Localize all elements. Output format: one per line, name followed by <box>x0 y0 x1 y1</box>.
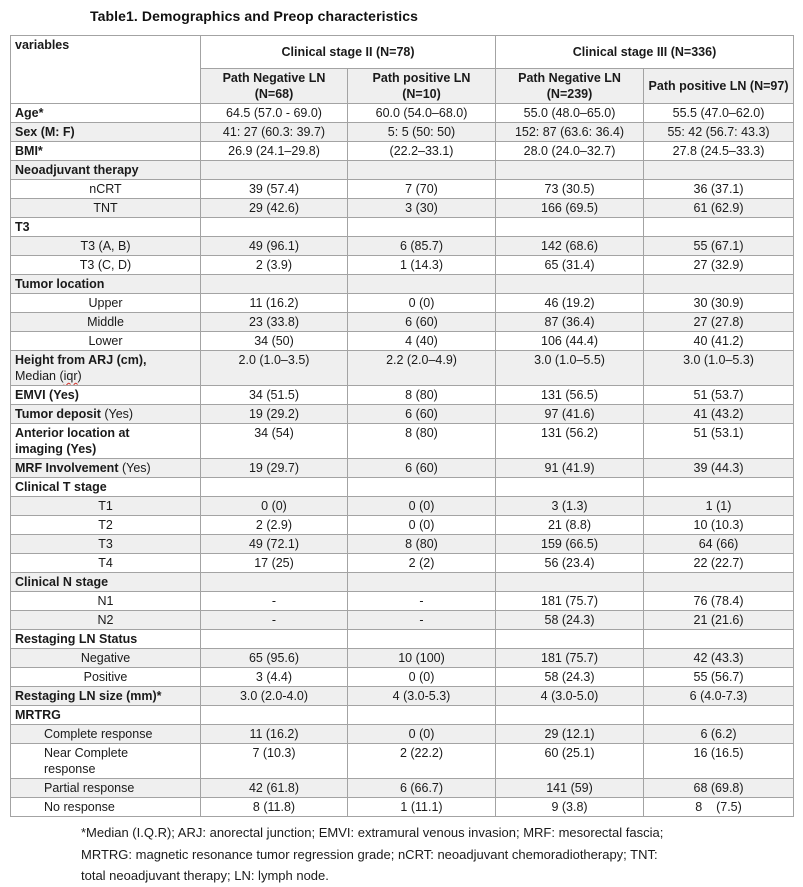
table-row <box>11 332 794 351</box>
table-row <box>11 798 794 817</box>
row-label-text: Tumor deposit <box>15 407 101 421</box>
value-cell: 21 (8.8) <box>496 516 644 535</box>
row-label-text: Sex (M: F) <box>15 125 75 139</box>
footnote-line-2: MRTRG: magnetic resonance tumor regression grade; nCRT: neoadjuvant chemoradiotherapy; TNT: <box>81 846 658 862</box>
row-label <box>11 161 201 180</box>
row-label <box>11 744 201 779</box>
value-cell: 65 (31.4) <box>496 256 644 275</box>
value-cell: 29 (12.1) <box>496 725 644 744</box>
value-cell: - <box>201 611 348 630</box>
row-label-text: Restaging LN size (mm)* <box>15 689 162 703</box>
value-cell: 8 (80) <box>348 424 496 459</box>
value-cell: 41: 27 (60.3: 39.7) <box>201 123 348 142</box>
row-label <box>11 516 201 535</box>
row-label-text: T3 (C, D) <box>79 258 132 272</box>
row-label-text: Clinical T stage <box>15 480 107 494</box>
value-cell: 49 (72.1) <box>201 535 348 554</box>
table-row <box>11 180 794 199</box>
value-cell: 60.0 (54.0–68.0) <box>348 104 496 123</box>
row-label <box>11 573 201 592</box>
value-cell: 0 (0) <box>201 497 348 516</box>
row-label <box>11 668 201 687</box>
row-label-text: MRF Involvement <box>15 461 119 475</box>
row-label-text: Median ( <box>15 369 64 383</box>
value-cell: 6 (4.0-7.3) <box>644 687 794 706</box>
row-label-text: Age* <box>15 106 44 120</box>
value-cell: 49 (96.1) <box>201 237 348 256</box>
row-label <box>11 313 201 332</box>
row-label-text: (Yes) <box>118 461 151 475</box>
header-group-row <box>11 36 794 69</box>
value-cell: 8 (7.5) <box>644 798 794 817</box>
row-label <box>11 630 201 649</box>
value-cell: 0 (0) <box>348 668 496 687</box>
row-label-text: imaging (Yes) <box>15 442 97 456</box>
row-label <box>11 351 201 386</box>
value-cell: 19 (29.2) <box>201 405 348 424</box>
value-cell: 2 (22.2) <box>348 744 496 779</box>
value-cell <box>496 161 644 180</box>
table-row <box>11 142 794 161</box>
value-cell: 30 (30.9) <box>644 294 794 313</box>
row-label-text: T3 <box>15 220 30 234</box>
value-cell: - <box>348 592 496 611</box>
value-cell: 64.5 (57.0 - 69.0) <box>201 104 348 123</box>
value-cell: 28.0 (24.0–32.7) <box>496 142 644 161</box>
row-label-text: N1 <box>97 594 114 608</box>
value-cell: 106 (44.4) <box>496 332 644 351</box>
value-cell: 16 (16.5) <box>644 744 794 779</box>
value-cell: 10 (100) <box>348 649 496 668</box>
row-label-text: Middle <box>87 315 124 329</box>
value-cell: 3 (4.4) <box>201 668 348 687</box>
row-label <box>11 275 201 294</box>
row-label-text: MRTRG <box>15 708 61 722</box>
footnote-line-3: total neoadjuvant therapy; LN: lymph node. <box>81 868 329 883</box>
value-cell: 56 (23.4) <box>496 554 644 573</box>
value-cell: 34 (51.5) <box>201 386 348 405</box>
row-label <box>11 142 201 161</box>
value-cell: 5: 5 (50: 50) <box>348 123 496 142</box>
table-row <box>11 535 794 554</box>
row-label <box>11 779 201 798</box>
value-cell: 55.5 (47.0–62.0) <box>644 104 794 123</box>
value-cell <box>201 573 348 592</box>
value-cell: 6 (60) <box>348 313 496 332</box>
value-cell: 40 (41.2) <box>644 332 794 351</box>
column-header-path-negative-ln-n68: Path Negative LN (N=68) <box>201 69 348 104</box>
value-cell: 2 (3.9) <box>201 256 348 275</box>
row-label <box>11 554 201 573</box>
value-cell: 3 (1.3) <box>496 497 644 516</box>
column-header-path-negative-ln-n239: Path Negative LN (N=239) <box>496 69 644 104</box>
document-page <box>0 8 803 883</box>
value-cell: 55: 42 (56.7: 43.3) <box>644 123 794 142</box>
value-cell <box>201 218 348 237</box>
value-cell: 60 (25.1) <box>496 744 644 779</box>
table-row <box>11 256 794 275</box>
value-cell: 42 (61.8) <box>201 779 348 798</box>
value-cell: 8 (11.8) <box>201 798 348 817</box>
value-cell: 51 (53.7) <box>644 386 794 405</box>
value-cell: 55 (56.7) <box>644 668 794 687</box>
table-row <box>11 516 794 535</box>
value-cell: 34 (50) <box>201 332 348 351</box>
value-cell: 131 (56.2) <box>496 424 644 459</box>
value-cell: 6 (60) <box>348 459 496 478</box>
value-cell <box>496 478 644 497</box>
value-cell: 0 (0) <box>348 294 496 313</box>
value-cell <box>348 573 496 592</box>
value-cell: 87 (36.4) <box>496 313 644 332</box>
table-row <box>11 687 794 706</box>
value-cell: 142 (68.6) <box>496 237 644 256</box>
value-cell: 3.0 (2.0-4.0) <box>201 687 348 706</box>
row-label-text: Height from ARJ (cm), <box>15 353 147 367</box>
value-cell: 36 (37.1) <box>644 180 794 199</box>
value-cell <box>348 218 496 237</box>
value-cell <box>348 706 496 725</box>
value-cell <box>201 478 348 497</box>
row-label <box>11 332 201 351</box>
column-header-path-positive-ln-n10: Path positive LN (N=10) <box>348 69 496 104</box>
table-row <box>11 104 794 123</box>
table-row <box>11 725 794 744</box>
value-cell: 6 (85.7) <box>348 237 496 256</box>
row-label <box>11 104 201 123</box>
value-cell: 42 (43.3) <box>644 649 794 668</box>
row-label-text: TNT <box>93 201 118 215</box>
table-row <box>11 294 794 313</box>
row-label-text: Anterior location at <box>15 426 130 440</box>
value-cell: 4 (3.0-5.3) <box>348 687 496 706</box>
row-label <box>11 180 201 199</box>
row-label-text: T1 <box>98 499 113 513</box>
value-cell: 8 (80) <box>348 386 496 405</box>
table-row <box>11 744 794 779</box>
row-label-text: N2 <box>97 613 114 627</box>
row-label <box>11 497 201 516</box>
value-cell: 55 (67.1) <box>644 237 794 256</box>
value-cell: 6 (60) <box>348 405 496 424</box>
row-label-text: Partial response <box>44 781 135 795</box>
value-cell <box>644 478 794 497</box>
value-cell: 27.8 (24.5–33.3) <box>644 142 794 161</box>
value-cell: 73 (30.5) <box>496 180 644 199</box>
value-cell <box>644 706 794 725</box>
row-label-text: T2 <box>98 518 113 532</box>
value-cell: 7 (10.3) <box>201 744 348 779</box>
value-cell: 7 (70) <box>348 180 496 199</box>
row-label <box>11 123 201 142</box>
row-label-text: Restaging LN Status <box>15 632 138 646</box>
row-label-text: Positive <box>83 670 128 684</box>
row-label-text: Complete response <box>44 727 153 741</box>
column-header-path-positive-ln-n97: Path positive LN (N=97) <box>644 69 794 104</box>
row-label <box>11 424 201 459</box>
value-cell: 65 (95.6) <box>201 649 348 668</box>
row-label-text: T3 <box>98 537 113 551</box>
row-label-text: BMI* <box>15 144 43 158</box>
value-cell: 51 (53.1) <box>644 424 794 459</box>
value-cell: 11 (16.2) <box>201 725 348 744</box>
table-row <box>11 649 794 668</box>
value-cell <box>496 706 644 725</box>
table-row <box>11 313 794 332</box>
table-row <box>11 630 794 649</box>
row-label-text: No response <box>44 800 115 814</box>
value-cell: 46 (19.2) <box>496 294 644 313</box>
column-group-clinical-stage-2: Clinical stage II (N=78) <box>201 36 496 69</box>
value-cell <box>644 161 794 180</box>
table-row <box>11 405 794 424</box>
value-cell: 4 (3.0-5.0) <box>496 687 644 706</box>
table-row <box>11 218 794 237</box>
column-header-variables: variables <box>11 36 201 104</box>
table-row <box>11 668 794 687</box>
table-row <box>11 161 794 180</box>
value-cell: 1 (1) <box>644 497 794 516</box>
value-cell: 41 (43.2) <box>644 405 794 424</box>
value-cell: 21 (21.6) <box>644 611 794 630</box>
table-row <box>11 592 794 611</box>
row-label <box>11 405 201 424</box>
value-cell: 29 (42.6) <box>201 199 348 218</box>
value-cell: 17 (25) <box>201 554 348 573</box>
table-row <box>11 497 794 516</box>
value-cell: 0 (0) <box>348 497 496 516</box>
row-label <box>11 218 201 237</box>
footnote-line-1: *Median (I.Q.R); ARJ: anorectal junction; EMVI: extramural venous invasion; MRF: mesorectal fascia; <box>81 825 664 840</box>
row-label-text: response <box>44 762 96 776</box>
row-label-text: ) <box>77 369 82 383</box>
row-label <box>11 706 201 725</box>
row-label-text: (Yes) <box>100 407 134 421</box>
value-cell: 159 (66.5) <box>496 535 644 554</box>
row-label-text: T4 <box>98 556 113 570</box>
value-cell: 6 (6.2) <box>644 725 794 744</box>
row-label <box>11 535 201 554</box>
value-cell: 39 (44.3) <box>644 459 794 478</box>
value-cell: 152: 87 (63.6: 36.4) <box>496 123 644 142</box>
value-cell <box>201 706 348 725</box>
row-label <box>11 649 201 668</box>
value-cell <box>348 478 496 497</box>
value-cell: - <box>348 611 496 630</box>
table-row <box>11 459 794 478</box>
row-label-text: Neoadjuvant therapy <box>15 163 139 177</box>
value-cell: 10 (10.3) <box>644 516 794 535</box>
value-cell: 58 (24.3) <box>496 611 644 630</box>
value-cell <box>348 161 496 180</box>
table-row <box>11 237 794 256</box>
value-cell: 181 (75.7) <box>496 592 644 611</box>
value-cell: 23 (33.8) <box>201 313 348 332</box>
row-label <box>11 611 201 630</box>
table-title: Table1. Demographics and Preop characteristics <box>90 8 419 24</box>
value-cell <box>348 275 496 294</box>
row-label <box>11 725 201 744</box>
value-cell: - <box>201 592 348 611</box>
row-label <box>11 294 201 313</box>
table-row <box>11 779 794 798</box>
table-row <box>11 424 794 459</box>
value-cell: 2.0 (1.0–3.5) <box>201 351 348 386</box>
value-cell <box>201 630 348 649</box>
value-cell: 34 (54) <box>201 424 348 459</box>
table-row <box>11 478 794 497</box>
row-label <box>11 687 201 706</box>
value-cell: 61 (62.9) <box>644 199 794 218</box>
value-cell: 2 (2) <box>348 554 496 573</box>
value-cell: 64 (66) <box>644 535 794 554</box>
row-label <box>11 256 201 275</box>
table-footnote <box>81 822 741 887</box>
value-cell: 0 (0) <box>348 725 496 744</box>
demographics-table <box>10 35 794 817</box>
value-cell: 22 (22.7) <box>644 554 794 573</box>
row-label-text: EMVI (Yes) <box>15 388 79 402</box>
table-row <box>11 573 794 592</box>
value-cell: 6 (66.7) <box>348 779 496 798</box>
row-label <box>11 459 201 478</box>
value-cell: 91 (41.9) <box>496 459 644 478</box>
row-label-text: Lower <box>88 334 123 348</box>
value-cell: 3.0 (1.0–5.5) <box>496 351 644 386</box>
value-cell: 2 (2.9) <box>201 516 348 535</box>
value-cell: 0 (0) <box>348 516 496 535</box>
table-row <box>11 554 794 573</box>
row-label <box>11 199 201 218</box>
table-body <box>11 104 794 817</box>
value-cell: 19 (29.7) <box>201 459 348 478</box>
table-header <box>11 36 794 104</box>
table-row <box>11 123 794 142</box>
value-cell: 131 (56.5) <box>496 386 644 405</box>
value-cell <box>644 630 794 649</box>
value-cell <box>348 630 496 649</box>
table-row <box>11 275 794 294</box>
table-row <box>11 611 794 630</box>
table-row <box>11 386 794 405</box>
value-cell: 8 (80) <box>348 535 496 554</box>
row-label <box>11 592 201 611</box>
value-cell: 27 (27.8) <box>644 313 794 332</box>
value-cell: 55.0 (48.0–65.0) <box>496 104 644 123</box>
value-cell: 39 (57.4) <box>201 180 348 199</box>
value-cell: 97 (41.6) <box>496 405 644 424</box>
value-cell <box>201 275 348 294</box>
value-cell: 2.2 (2.0–4.9) <box>348 351 496 386</box>
value-cell: 11 (16.2) <box>201 294 348 313</box>
row-label <box>11 798 201 817</box>
value-cell: 26.9 (24.1–29.8) <box>201 142 348 161</box>
value-cell: 166 (69.5) <box>496 199 644 218</box>
value-cell: 3.0 (1.0–5.3) <box>644 351 794 386</box>
value-cell: 76 (78.4) <box>644 592 794 611</box>
value-cell <box>644 218 794 237</box>
table-row <box>11 706 794 725</box>
value-cell: 1 (11.1) <box>348 798 496 817</box>
value-cell: (22.2–33.1) <box>348 142 496 161</box>
table-row <box>11 199 794 218</box>
misspelled-word: iqr <box>63 369 78 383</box>
row-label-text: Upper <box>88 296 123 310</box>
column-group-clinical-stage-3: Clinical stage III (N=336) <box>496 36 794 69</box>
value-cell: 27 (32.9) <box>644 256 794 275</box>
value-cell <box>496 630 644 649</box>
value-cell: 58 (24.3) <box>496 668 644 687</box>
row-label-text: Tumor location <box>15 277 105 291</box>
value-cell <box>644 275 794 294</box>
row-label <box>11 237 201 256</box>
value-cell <box>201 161 348 180</box>
value-cell <box>644 573 794 592</box>
value-cell: 181 (75.7) <box>496 649 644 668</box>
value-cell <box>496 573 644 592</box>
row-label-text: Near Complete <box>44 746 129 760</box>
value-cell <box>496 275 644 294</box>
row-label <box>11 386 201 405</box>
row-label-text: Clinical N stage <box>15 575 109 589</box>
row-label-text: T3 (A, B) <box>80 239 131 253</box>
value-cell: 4 (40) <box>348 332 496 351</box>
value-cell: 3 (30) <box>348 199 496 218</box>
row-label-text: Negative <box>80 651 131 665</box>
value-cell: 68 (69.8) <box>644 779 794 798</box>
row-label <box>11 478 201 497</box>
value-cell <box>496 218 644 237</box>
row-label-text: nCRT <box>89 182 122 196</box>
table-row <box>11 351 794 386</box>
value-cell: 1 (14.3) <box>348 256 496 275</box>
value-cell: 9 (3.8) <box>496 798 644 817</box>
value-cell: 141 (59) <box>496 779 644 798</box>
